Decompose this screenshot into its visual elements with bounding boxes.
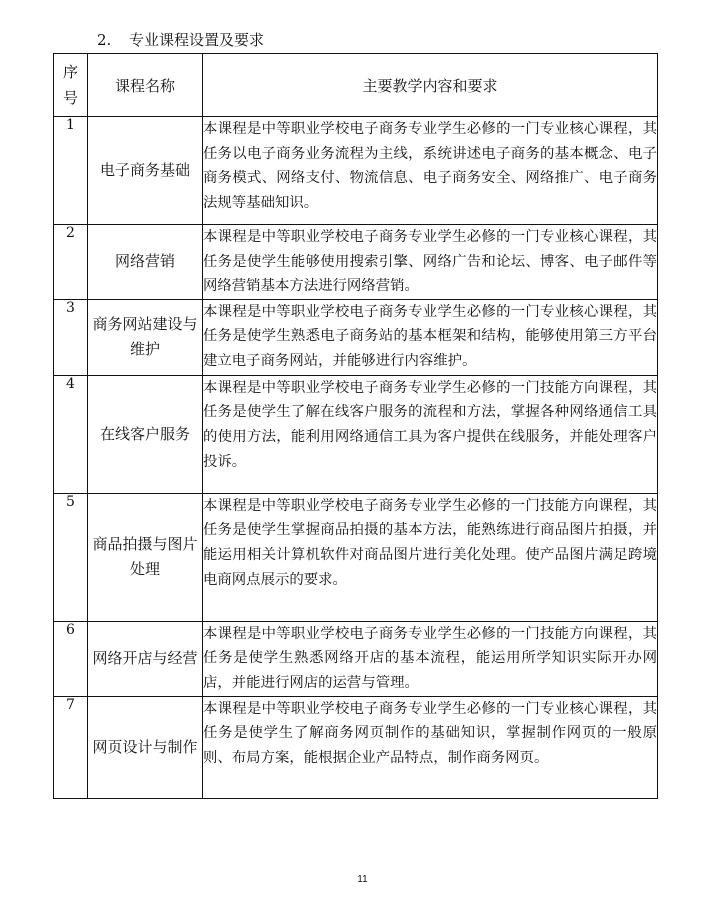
row-index: 3 [54, 299, 88, 375]
course-name: 网页设计与制作 [88, 696, 203, 798]
row-index: 2 [54, 225, 88, 300]
course-content: 本课程是中等职业学校电子商务专业学生必修的一门技能方向课程，其任务是使学生熟悉网络开店的基本流程，能运用所学知识实际开办网店，并能进行网店的运营与管理。 [203, 621, 658, 696]
section-heading [97, 30, 264, 50]
course-name: 网络开店与经营 [88, 621, 203, 696]
table-row [54, 493, 658, 621]
course-content: 本课程是中等职业学校电子商务专业学生必修的一门专业核心课程，其任务是使学生了解商务网页制作的基础知识，掌握制作网页的一般原则、布局方案，能根据企业产品特点，制作商务网页。 [203, 696, 658, 798]
course-name: 在线客户服务 [88, 375, 203, 493]
header-content: 主要教学内容和要求 [203, 54, 658, 117]
header-index [54, 54, 88, 117]
table-row [54, 696, 658, 798]
course-content: 本课程是中等职业学校电子商务专业学生必修的一门专业核心课程，其任务以电子商务业务流程为主线，系统讲述电子商务的基本概念、电子商务模式、网络支付、物流信息、电子商务安全、网络推广、电子商务法规等基础知识。 [203, 117, 658, 225]
page-number: 11 [357, 874, 368, 885]
header-index-line2: 号 [62, 89, 78, 107]
table-row [54, 117, 658, 225]
section-number: 2. [97, 31, 112, 49]
course-name: 电子商务基础 [88, 117, 203, 225]
row-index: 6 [54, 621, 88, 696]
row-index: 7 [54, 696, 88, 798]
course-name: 商务网站建设与维护 [88, 299, 203, 375]
table-header-row [54, 54, 658, 117]
header-course-name: 课程名称 [88, 54, 203, 117]
course-content: 本课程是中等职业学校电子商务专业学生必修的一门技能方向课程，其任务是使学生了解在线客户服务的流程和方法，掌握各种网络通信工具的使用方法，能利用网络通信工具为客户提供在线服务，并能处理客户投诉。 [203, 375, 658, 493]
row-index: 5 [54, 493, 88, 621]
table-row [54, 299, 658, 375]
course-content: 本课程是中等职业学校电子商务专业学生必修的一门专业核心课程，其任务是使学生熟悉电子商务站的基本框架和结构，能够使用第三方平台建立电子商务网站，并能够进行内容维护。 [203, 299, 658, 375]
course-name: 网络营销 [88, 225, 203, 300]
header-index-line1: 序 [62, 63, 78, 81]
course-name: 商品拍摄与图片处理 [88, 493, 203, 621]
table-row [54, 621, 658, 696]
table-row [54, 375, 658, 493]
course-table [53, 53, 658, 799]
course-content: 本课程是中等职业学校电子商务专业学生必修的一门技能方向课程，其任务是使学生掌握商品拍摄的基本方法，能熟练进行商品图片拍摄，并能运用相关计算机软件对商品图片进行美化处理。使产品图片满足跨境电商网点展示的要求。 [203, 493, 658, 621]
row-index: 1 [54, 117, 88, 225]
table-row [54, 225, 658, 300]
section-title: 专业课程设置及要求 [129, 31, 265, 49]
row-index: 4 [54, 375, 88, 493]
course-content: 本课程是中等职业学校电子商务专业学生必修的一门专业核心课程，其任务是使学生能够使用搜索引擎、网络广告和论坛、博客、电子邮件等网络营销基本方法进行网络营销。 [203, 225, 658, 300]
